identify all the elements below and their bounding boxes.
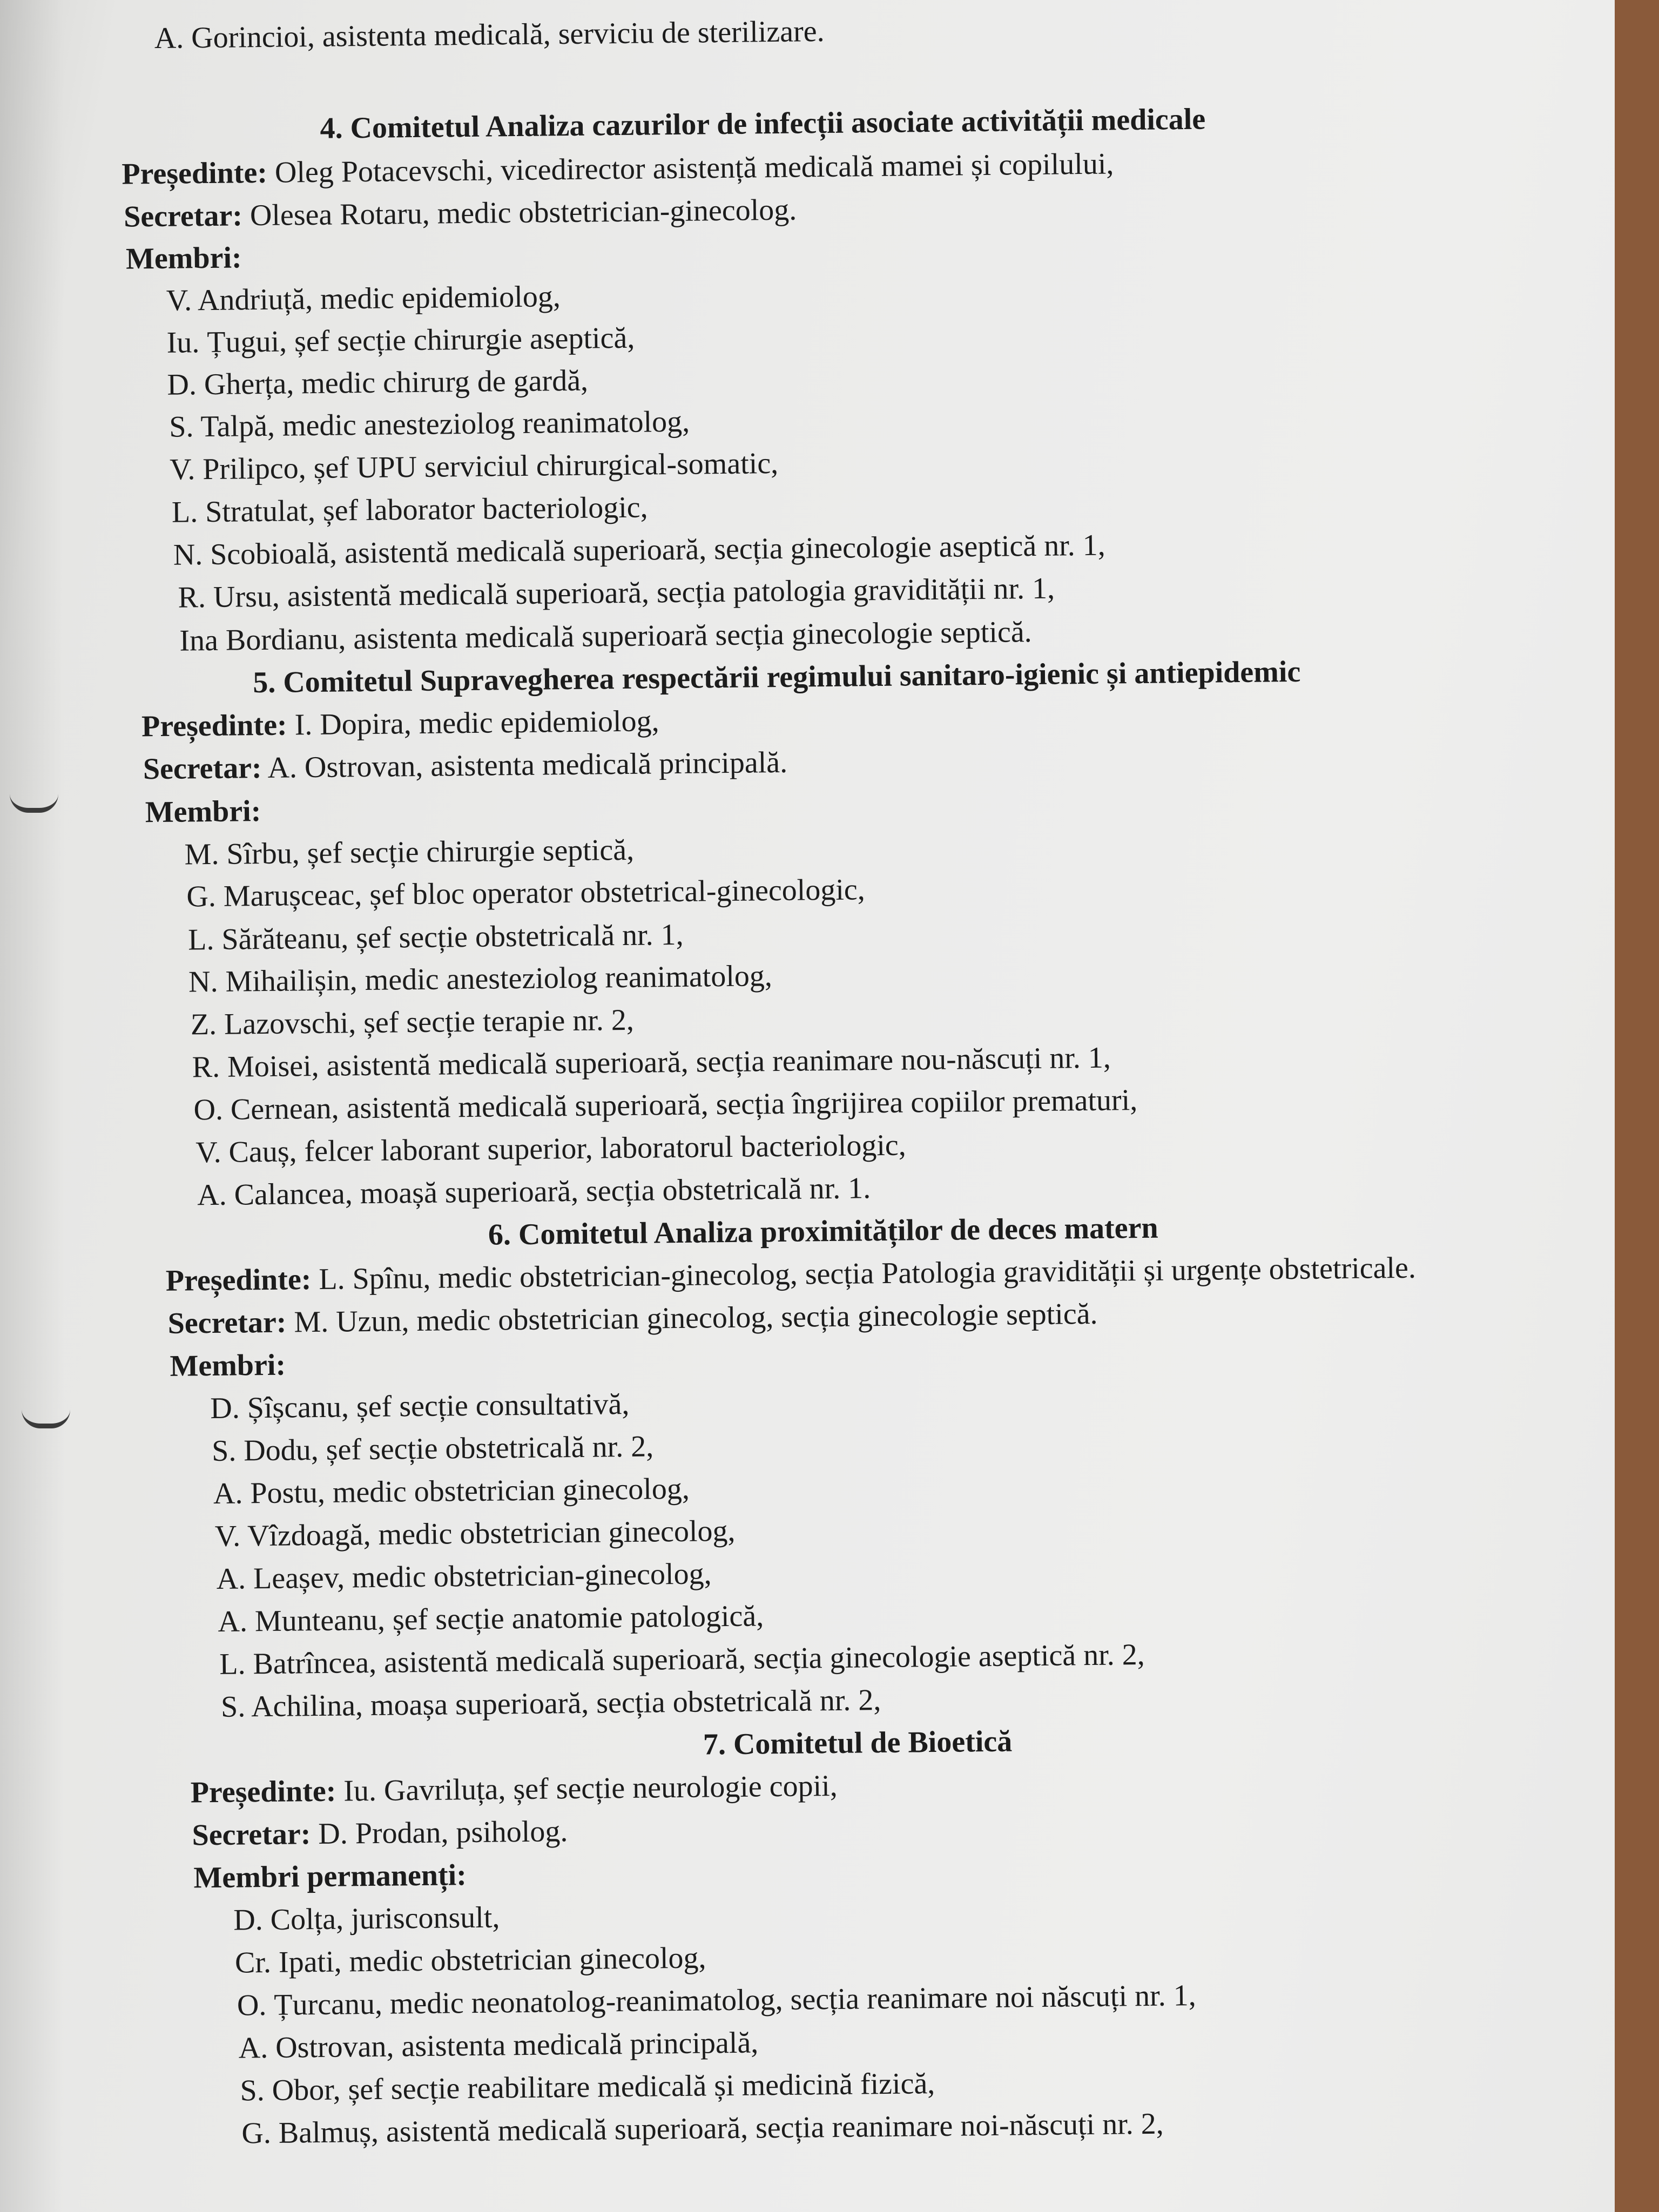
president-label: Președinte: xyxy=(190,1774,336,1810)
member-line: R. Moisei, asistentă medicală superioară, secția reanimare nou-născuți nr. 1, xyxy=(192,1041,1111,1084)
members-label: Membri permanenți: xyxy=(193,1858,467,1895)
secretary-line xyxy=(124,193,797,234)
member-line: Z. Lazovschi, șef secție terapie nr. 2, xyxy=(190,1003,635,1042)
section-heading: 7. Comitetul de Bioetică xyxy=(703,1724,1013,1762)
member-line: G. Balmuș, asistentă medicală superioară, secția reanimare noi-născuți nr. 2, xyxy=(241,2107,1164,2150)
member-line: O. Cernean, asistentă medicală superioară, secția îngrijirea copiilor prematuri, xyxy=(193,1083,1138,1127)
member-line: G. Marușceac, șef bloc operator obstetrical-ginecologic, xyxy=(186,873,866,914)
member-line: S. Achilina, moașa superioară, secția obstetricală nr. 2, xyxy=(220,1683,881,1724)
member-line: D. Gherța, medic chirurg de gardă, xyxy=(167,363,589,402)
member-line: A. Calancea, moașă superioară, secția obstetricală nr. 1. xyxy=(197,1171,871,1212)
member-line: V. Prilipco, șef UPU serviciul chirurgical-somatic, xyxy=(169,446,779,487)
members-label: Membri: xyxy=(125,241,242,276)
staple-mark xyxy=(10,794,58,813)
member-line: A. Ostrovan, asistenta medicală principală, xyxy=(238,2026,759,2065)
members-label: Membri: xyxy=(170,1348,286,1383)
member-line: D. Colța, jurisconsult, xyxy=(233,1900,500,1937)
secretary-line xyxy=(167,1297,1097,1341)
member-line: R. Ursu, asistentă medicală superioară, secția patologia gravidității nr. 1, xyxy=(178,571,1055,615)
secretary-value: A. Ostrovan, asistenta medicală principală. xyxy=(261,745,788,785)
member-line: S. Dodu, șef secție obstetricală nr. 2, xyxy=(211,1429,654,1468)
president-label: Președinte: xyxy=(122,156,268,191)
member-line: L. Stratulat, șef laborator bacteriologic, xyxy=(171,490,648,529)
members-label: Membri: xyxy=(145,794,261,830)
member-line: M. Sîrbu, șef secție chirurgie septică, xyxy=(184,833,635,872)
section-heading: 5. Comitetul Supravegherea respectării regimului sanitaro-igienic și antiepidemic xyxy=(252,655,1301,700)
president-line xyxy=(166,1251,1417,1298)
section-heading: 6. Comitetul Analiza proximităților de deces matern xyxy=(488,1211,1158,1252)
member-line: V. Vîzdoagă, medic obstetrician ginecolog, xyxy=(214,1514,736,1553)
member-line: S. Obor, șef secție reabilitare medicală și medicină fizică, xyxy=(240,2067,935,2108)
secretary-label: Secretar: xyxy=(123,199,243,234)
president-label: Președinte: xyxy=(141,708,287,744)
member-line: N. Scobioală, asistentă medicală superioară, secția ginecologie aseptică nr. 1, xyxy=(173,528,1106,572)
section-heading: 4. Comitetul Analiza cazurilor de infecții asociate activității medicale xyxy=(320,102,1206,145)
member-line: A. Munteanu, șef secție anatomie patologică, xyxy=(218,1599,764,1638)
member-line: Iu. Țugui, șef secție chirurgie aseptică, xyxy=(166,321,635,360)
staple-mark xyxy=(22,1410,70,1428)
president-line xyxy=(141,704,659,744)
president-line xyxy=(122,146,1114,191)
president-value: Iu. Gavriluța, șef secție neurologie copii, xyxy=(336,1769,838,1808)
member-line: O. Țurcanu, medic neonatolog-reanimatolog, secția reanimare noi născuți nr. 1, xyxy=(237,1979,1196,2022)
secretary-line xyxy=(143,745,788,786)
president-value: L. Spînu, medic obstetrician-ginecolog, secția Patologia gravidității și urgențe obstetricale. xyxy=(311,1251,1417,1297)
secretary-value: D. Prodan, psiholog. xyxy=(310,1815,568,1851)
member-line: N. Mihailișin, medic anesteziolog reanimatolog, xyxy=(188,959,773,999)
member-line: L. Sărăteanu, șef secție obstetricală nr. 1, xyxy=(187,918,684,957)
secretary-label: Secretar: xyxy=(192,1817,311,1852)
member-line: A. Postu, medic obstetrician ginecolog, xyxy=(213,1472,690,1511)
member-line: D. Șîșcanu, șef secție consultativă, xyxy=(210,1387,630,1426)
member-line: V. Andriuță, medic epidemiolog, xyxy=(166,280,561,318)
text-line: A. Gorincioi, asistenta medicală, serviciu de sterilizare. xyxy=(154,15,825,56)
secretary-value: Olesea Rotaru, medic obstetrician-ginecolog. xyxy=(242,193,797,233)
member-line: L. Batrîncea, asistentă medicală superioară, secția ginecologie aseptică nr. 2, xyxy=(219,1637,1145,1681)
secretary-label: Secretar: xyxy=(167,1305,287,1340)
president-value: I. Dopira, medic epidemiolog, xyxy=(287,704,659,742)
member-line: A. Leașev, medic obstetrician-ginecolog, xyxy=(216,1557,712,1596)
member-line: V. Cauș, felcer laborant superior, laboratorul bacteriologic, xyxy=(195,1128,906,1170)
member-line: S. Talpă, medic anesteziolog reanimatolog, xyxy=(168,404,690,444)
member-line: Ina Bordianu, asistenta medicală superioară secția ginecologie septică. xyxy=(179,615,1032,658)
secretary-line xyxy=(192,1814,568,1852)
president-label: Președinte: xyxy=(165,1263,312,1298)
president-value: Oleg Potacevschi, vicedirector asistență medicală mamei și copilului, xyxy=(267,147,1114,190)
member-line: Cr. Ipati, medic obstetrician ginecolog, xyxy=(234,1941,706,1980)
secretary-label: Secretar: xyxy=(143,751,262,786)
secretary-value: M. Uzun, medic obstetrician ginecolog, secția ginecologie septică. xyxy=(286,1297,1098,1339)
president-line xyxy=(190,1769,838,1810)
